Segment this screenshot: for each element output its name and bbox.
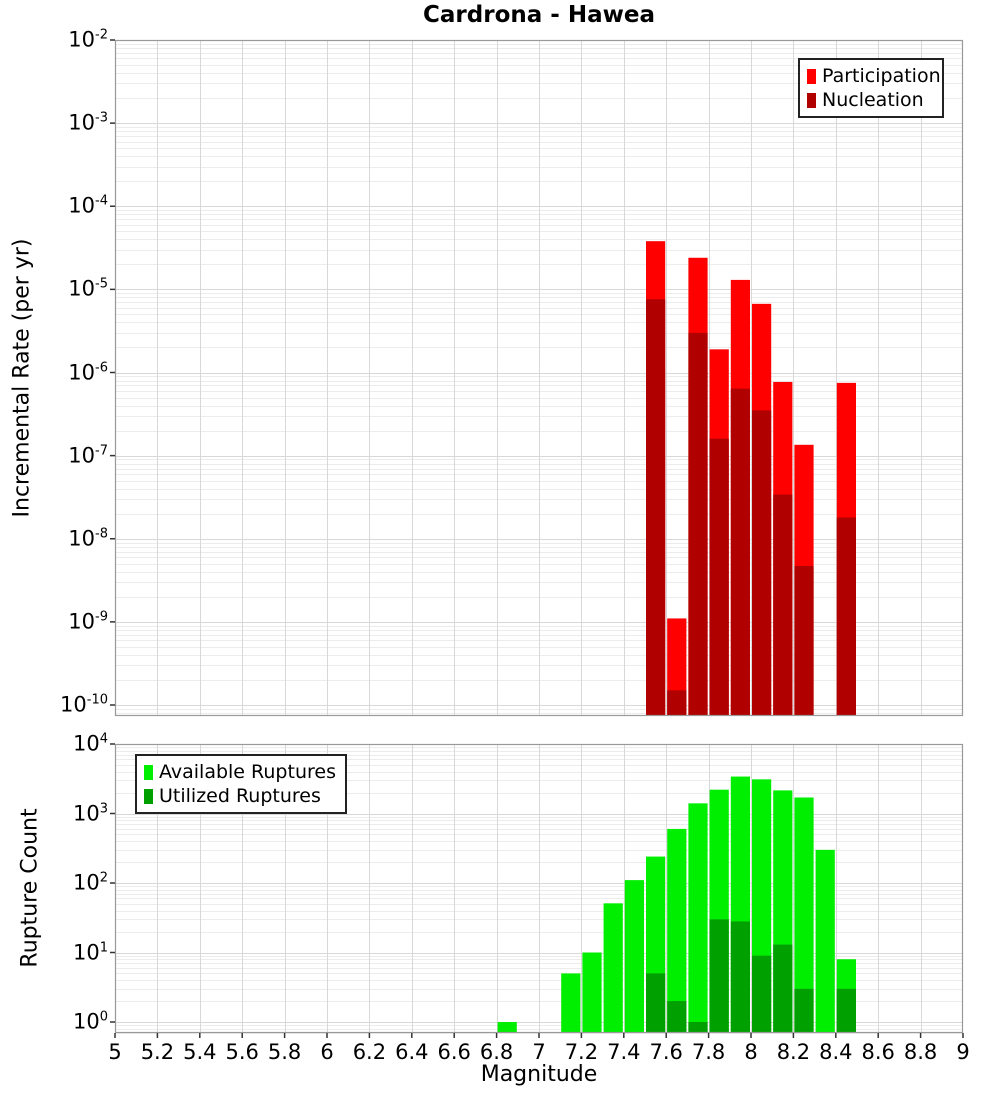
x-tick-label: 6.2 <box>352 1040 387 1064</box>
x-tick-label: 7.8 <box>691 1040 726 1064</box>
available-bar <box>816 850 835 1033</box>
available-bar <box>582 953 601 1034</box>
nucleation-bar <box>752 410 771 716</box>
y-tick-label: $10^{-6}$ <box>68 360 108 384</box>
legend-item-participation <box>807 65 941 87</box>
y-tick-label: $10^3$ <box>72 801 108 825</box>
available-bar <box>561 973 580 1033</box>
x-tick-label: 7.6 <box>649 1040 683 1064</box>
participation-swatch-icon <box>807 69 816 84</box>
x-axis-title: Magnitude <box>480 1062 598 1087</box>
utilized-bar <box>667 1001 686 1033</box>
x-tick-label: 5.8 <box>267 1040 302 1064</box>
y-tick-label: $10^0$ <box>72 1009 108 1034</box>
y-tick-label: $10^{-8}$ <box>68 526 108 551</box>
x-tick-label: 8 <box>744 1040 758 1064</box>
available-bar <box>625 880 644 1033</box>
available-swatch-icon <box>144 765 153 780</box>
y-tick-label: $10^{-2}$ <box>68 27 108 52</box>
nucleation-swatch-icon <box>807 93 816 108</box>
nucleation-bar <box>837 518 856 716</box>
x-tick-label: 9 <box>956 1040 970 1064</box>
x-tick-label: 5.2 <box>140 1040 175 1064</box>
nucleation-bar <box>731 389 750 716</box>
nucleation-bar <box>710 439 729 716</box>
legend-item-available <box>144 761 338 783</box>
y-tick-label: $10^{-3}$ <box>68 110 108 135</box>
utilized-bar <box>646 973 665 1033</box>
x-tick-label: 6.4 <box>395 1040 429 1064</box>
nucleation-bar <box>773 495 792 716</box>
legend-item-nucleation <box>807 89 935 111</box>
nucleation-bar <box>794 566 813 716</box>
available-bar <box>688 803 707 1033</box>
nucleation-bar <box>646 299 665 716</box>
x-tick-label: 8.8 <box>903 1040 938 1064</box>
x-tick-label: 7.4 <box>607 1040 641 1064</box>
x-tick-label: 5.6 <box>225 1040 259 1064</box>
nucleation-legend-label: Nucleation <box>822 89 924 111</box>
x-tick-label: 8.4 <box>819 1040 853 1064</box>
x-tick-label: 5 <box>108 1040 122 1064</box>
y-tick-label: $10^{-10}$ <box>60 692 108 717</box>
x-tick-label: 6.8 <box>479 1040 514 1064</box>
y-tick-label: $10^2$ <box>72 870 108 895</box>
y-tick-label: $10^{-4}$ <box>68 193 108 218</box>
rate-y-axis-title: Incremental Rate (per yr) <box>9 238 35 518</box>
utilized-bar <box>731 921 750 1033</box>
y-tick-label: $10^1$ <box>72 940 108 964</box>
count-legend <box>135 754 347 814</box>
y-tick-label: $10^{-9}$ <box>68 609 108 634</box>
page-title: Cardrona - Hawea <box>423 2 655 28</box>
available-bar <box>604 903 623 1033</box>
x-tick-label: 8.2 <box>776 1040 811 1064</box>
utilized-legend-label: Utilized Ruptures <box>159 785 321 807</box>
utilized-bar <box>752 956 771 1033</box>
legend-item-utilized <box>144 785 338 807</box>
x-tick-label: 7 <box>532 1040 546 1064</box>
available-legend-label: Available Ruptures <box>159 761 336 783</box>
x-tick-label: 5.4 <box>183 1040 217 1064</box>
utilized-bar <box>710 919 729 1033</box>
participation-legend-label: Participation <box>822 65 941 87</box>
count-y-axis-title: Rupture Count <box>17 808 43 968</box>
x-tick-label: 8.6 <box>861 1040 895 1064</box>
incremental-rate-chart <box>115 40 963 716</box>
nucleation-bar <box>667 690 686 716</box>
x-tick-label: 6.6 <box>437 1040 471 1064</box>
x-tick-label: 7.2 <box>564 1040 599 1064</box>
nucleation-bar <box>688 333 707 716</box>
utilized-bar <box>837 989 856 1033</box>
utilized-bar <box>688 1022 707 1033</box>
x-tick-label: 6 <box>320 1040 334 1064</box>
utilized-bar <box>773 945 792 1033</box>
available-bar <box>498 1022 517 1033</box>
y-tick-label: $10^4$ <box>72 731 108 756</box>
rate-legend <box>798 58 944 118</box>
utilized-bar <box>794 989 813 1033</box>
y-tick-label: $10^{-5}$ <box>68 276 108 301</box>
y-tick-label: $10^{-7}$ <box>68 443 108 468</box>
utilized-swatch-icon <box>144 789 153 804</box>
